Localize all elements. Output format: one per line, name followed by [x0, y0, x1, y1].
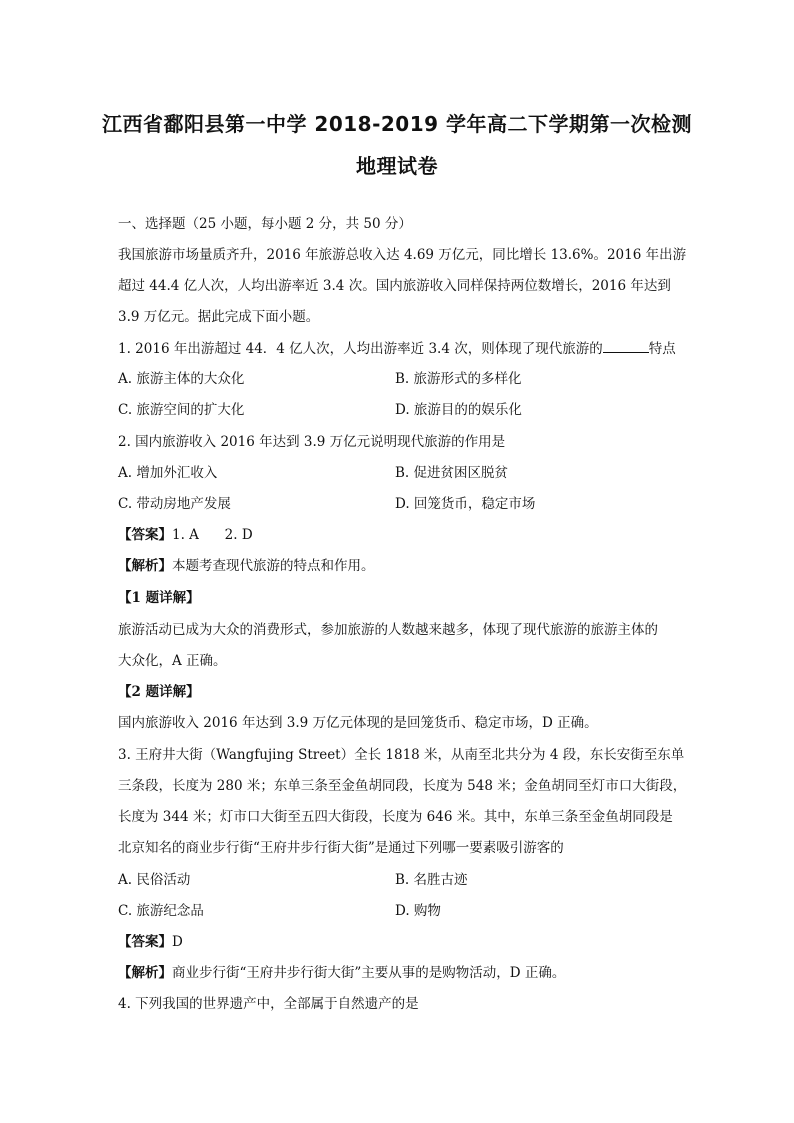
question-3-line-1: 3. 王府井大街（Wangfujing Street）全长 1818 米，从南至北共分为 4 段，东长安街至东单 [118, 747, 685, 763]
question-3-option-a: A. 民俗活动 [118, 872, 191, 888]
question-1-option-d: D. 旅游目的的娱乐化 [395, 402, 522, 418]
analysis-label: 【解析】 [118, 558, 172, 574]
question-2-option-d: D. 回笼货币，稳定市场 [395, 496, 536, 512]
detail-1-heading: 【1 题详解】 [118, 590, 200, 606]
passage-line-1: 我国旅游市场量质齐升，2016 年旅游总收入达 4.69 万亿元，同比增长 13.6%。2016 年出游 [118, 247, 687, 263]
section-heading: 一、选择题（25 小题，每小题 2 分，共 50 分） [118, 216, 412, 232]
question-2-stem: 2. 国内旅游收入 2016 年达到 3.9 万亿元说明现代旅游的作用是 [118, 434, 506, 450]
question-3-option-c: C. 旅游纪念品 [118, 903, 204, 919]
question-2-option-a: A. 增加外汇收入 [118, 465, 218, 481]
answer-blank [603, 338, 649, 353]
analysis-label: 【解析】 [118, 965, 172, 981]
question-1-stem-after: 特点 [648, 341, 676, 357]
question-1-option-c: C. 旅游空间的扩大化 [118, 402, 245, 418]
question-3-line-2: 三条段，长度为 280 米；东单三条至金鱼胡同段，长度为 548 米；金鱼胡同至灯市口大街段， [118, 778, 687, 794]
question-3-line-4: 北京知名的商业步行街“王府井步行街大街”是通过下列哪一要素吸引游客的 [118, 840, 564, 856]
question-2-option-c: C. 带动房地产发展 [118, 496, 231, 512]
question-2-option-b: B. 促进贫困区脱贫 [395, 465, 509, 481]
exam-title-line1: 江西省鄱阳县第一中学 2018-2019 学年高二下学期第一次检测 [101, 112, 693, 136]
question-1-stem [118, 338, 678, 359]
detail-2-heading: 【2 题详解】 [118, 684, 200, 700]
detail-1-line-1: 旅游活动已成为大众的消费形式，参加旅游的人数越来越多，体现了现代旅游的旅游主体的 [118, 622, 658, 638]
question-1-option-a: A. 旅游主体的大众化 [118, 371, 245, 387]
analysis-1-2 [118, 556, 678, 576]
question-3-option-d: D. 购物 [395, 903, 441, 919]
answer-label: 【答案】 [118, 934, 172, 950]
question-3-option-b: B. 名胜古迹 [395, 872, 468, 888]
exam-title-line2: 地理试卷 [356, 154, 438, 178]
detail-1-line-2: 大众化，A 正确。 [118, 653, 227, 669]
question-1-option-b: B. 旅游形式的多样化 [395, 371, 522, 387]
question-3-line-3: 长度为 344 米；灯市口大街至五四大街段，长度为 646 米。其中，东单三条至金鱼胡同段是 [118, 809, 673, 825]
question-4-stem: 4. 下列我国的世界遗产中，全部属于自然遗产的是 [118, 996, 419, 1012]
answer-1-2 [118, 525, 678, 545]
passage-line-2: 超过 44.4 亿人次，人均出游率近 3.4 次。国内旅游收入同样保持两位数增长，2016 年达到 [118, 278, 671, 294]
answer-3 [118, 932, 678, 952]
analysis-text: 本题考查现代旅游的特点和作用。 [172, 558, 375, 574]
answer-text: 1. A 2. D [172, 527, 253, 543]
question-1-stem-before: 1. 2016 年出游超过 44．4 亿人次，人均出游率近 3.4 次，则体现了现代旅游的 [118, 341, 603, 357]
detail-2-text: 国内旅游收入 2016 年达到 3.9 万亿元体现的是回笼货币、稳定市场，D 正确。 [118, 715, 598, 731]
answer-text: D [172, 934, 183, 950]
analysis-text: 商业步行街“王府井步行街大街”主要从事的是购物活动，D 正确。 [172, 965, 566, 981]
passage-line-3: 3.9 万亿元。据此完成下面小题。 [118, 309, 320, 325]
analysis-3 [118, 963, 678, 983]
answer-label: 【答案】 [118, 527, 172, 543]
